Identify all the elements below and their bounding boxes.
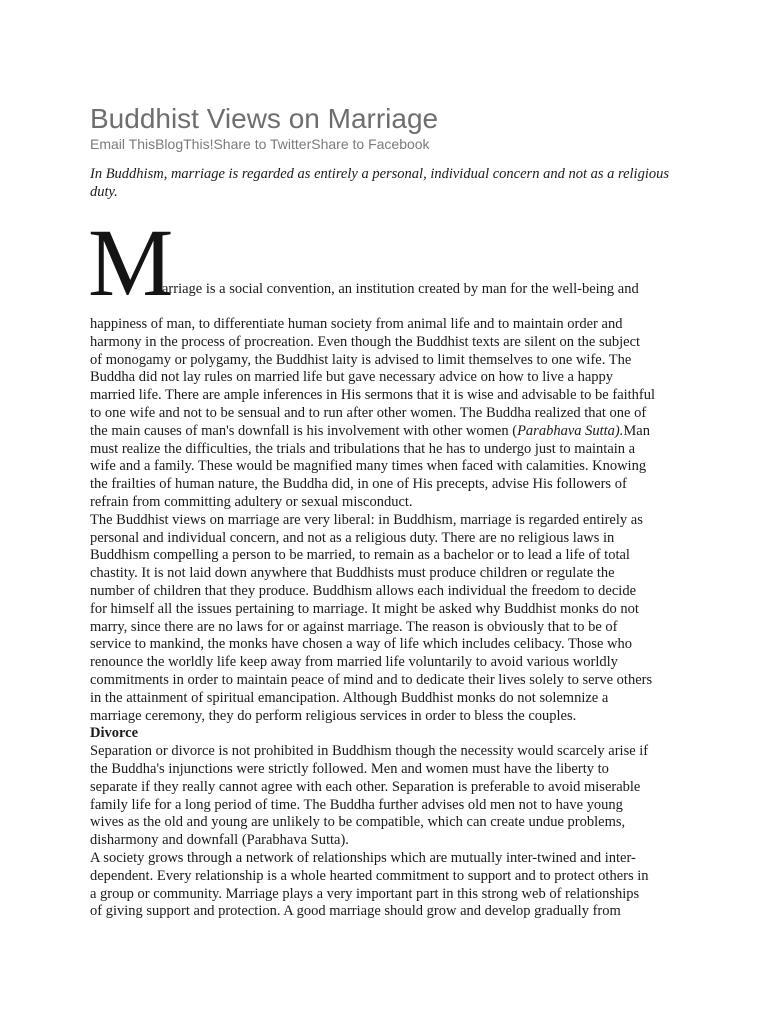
- paragraph-1-text-a: happiness of man, to differentiate human society from animal life and to maintain order and harmony in the process of procreation. Even though the Buddhist texts are silent on the subject of monogamy or polygamy, the Buddhist laity is advised to limit themselves to one wife. The Buddha did not lay rules on married life but gave necessary advice on how to live a happy married life. There are ample inferences in His sermons that it is wise and advisable to be faithful to one wife and not to be sensual and to run after other women. The Buddha realized that one of the main causes of man's downfall is his involvement with other women (: [90, 316, 656, 439]
- divorce-heading: Divorce: [90, 725, 139, 742]
- blogthis-link[interactable]: BlogThis!: [155, 136, 214, 152]
- share-links: [90, 136, 430, 152]
- share-to-facebook-link[interactable]: Share to Facebook: [311, 136, 430, 152]
- article-body: [90, 316, 690, 921]
- share-to-twitter-link[interactable]: Share to Twitter: [213, 136, 312, 152]
- paragraph-2: The Buddhist views on marriage are very liberal: in Buddhism, marriage is regarded entirely as personal and individual concern, and not as a religious duty. There are no religious laws in Buddhism compelling a person to be married, to remain as a bachelor or to lead a life of total chastity. It is not laid down anywhere that Buddhists must produce children or regulate the number of children that they produce. Buddhism allows each individual the freedom to decide for himself all the issues pertaining to marriage. It might be asked why Buddhist monks do not marry, since there are no laws for or against marriage. The reason is obviously that to be of service to mankind, the monks have chosen a way of life which includes celibacy. Those who renounce the worldly life keep away from married life voluntarily to avoid various worldly commitments in order to maintain peace of mind and to dedicate their lives solely to serve others in the attainment of spiritual emancipation. Although Buddhist monks do not solemnize a marriage ceremony, they do perform religious services in order to bless the couples.: [90, 511, 653, 724]
- first-line-text: arriage is a social convention, an institution created by man for the well-being and: [162, 281, 639, 297]
- parabhava-sutta-citation: Parabhava Sutta).: [517, 422, 624, 439]
- paragraph-3: Separation or divorce is not prohibited in Buddhism though the necessity would scarcely arise if the Buddha's injunctions were strictly followed. Men and women must have the liberty to separate if they really cannot agree with each other. Separation is preferable to avoid miserable family life for a long period of time. The Buddha further advises old men not to have young wives as the old and young are unlikely to be compatible, which can create undue problems, disharmony and downfall (Parabhava Sutta).: [90, 743, 649, 849]
- drop-cap: M: [88, 209, 174, 316]
- paragraph-4: A society grows through a network of relationships which are mutually inter-twined and inter- dependent. Every relationship is a whole hearted commitment to support and to protect others in a group or community. Marriage plays a very important part in this strong web of relationships of giving support and protection. A good marriage should grow and develop gradually from: [90, 849, 649, 920]
- email-this-link[interactable]: Email This: [90, 136, 156, 152]
- article-intro: In Buddhism, marriage is regarded as entirely a personal, individual concern and not as a religious duty.: [90, 166, 670, 200]
- paragraph-1-text-b: Man must realize the difficulties, the trials and tribulations that he has to undergo just to maintain a wife and a family. These would be magnified many times when faced with calamities. Knowing the frailties of human nature, the Buddha did, in one of His precepts, advise His followers of refrain from committing adultery or sexual misconduct.: [90, 422, 650, 510]
- article-title: Buddhist Views on Marriage: [90, 103, 439, 134]
- paragraph-1: [90, 316, 690, 512]
